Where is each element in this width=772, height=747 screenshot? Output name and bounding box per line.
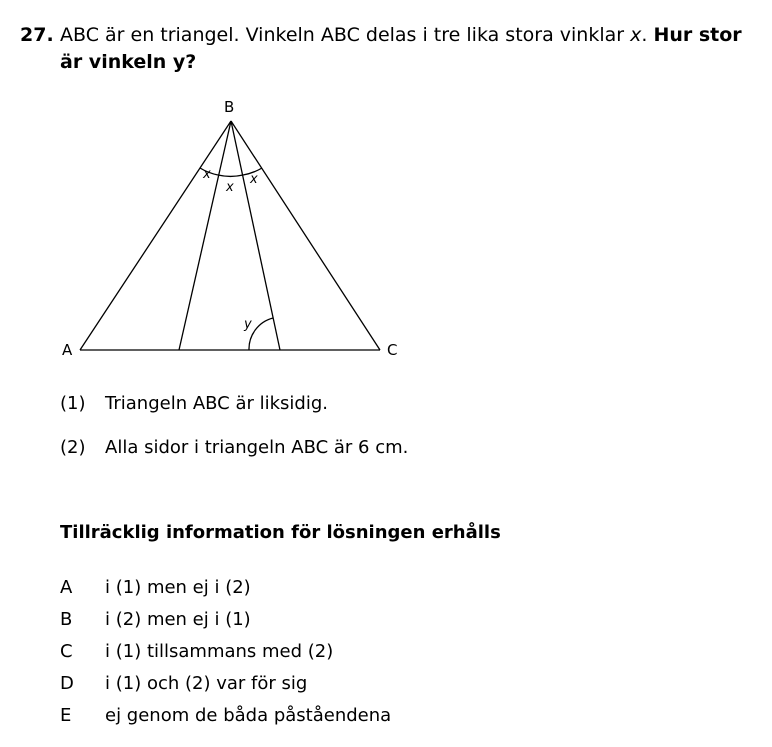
option-text: i (1) och (2) var för sig (105, 673, 308, 694)
question (20, 22, 760, 76)
option-letter: B (60, 609, 73, 630)
question-text-bold: Hur stor är vinkeln y? (60, 24, 742, 73)
angle-arc-middle (218, 175, 243, 176)
option-letter: E (60, 705, 72, 726)
angle-arc-right (243, 168, 262, 175)
statement-number: (2) (60, 437, 86, 458)
statement-text: Triangeln ABC är liksidig. (105, 393, 328, 414)
angle-label-x-middle: x (226, 180, 234, 195)
trisector-right (231, 121, 280, 350)
question-text (60, 22, 760, 76)
angle-label-x-left: x (203, 167, 211, 182)
option-letter: C (60, 641, 73, 662)
angle-arc-left (200, 168, 218, 175)
option-text: i (2) men ej i (1) (105, 609, 251, 630)
question-text-period: . (641, 24, 654, 46)
side-bc (231, 121, 380, 350)
option-letter: A (60, 577, 73, 598)
angle-arc-y (249, 318, 273, 350)
question-number: 27. (20, 24, 54, 46)
side-ab (80, 121, 231, 350)
question-text-plain: ABC är en triangel. Vinkeln ABC delas i tre lika stora vinklar (60, 24, 631, 46)
angle-label-x-right: x (250, 172, 258, 187)
statement-number: (1) (60, 393, 86, 414)
option-letter: D (60, 673, 74, 694)
option-text: i (1) tillsammans med (2) (105, 641, 334, 662)
statement-text: Alla sidor i triangeln ABC är 6 cm. (105, 437, 409, 458)
trisector-left (179, 121, 231, 350)
question-variable-x: x (630, 24, 642, 46)
vertex-label-a: A (62, 341, 73, 359)
vertex-label-b: B (224, 98, 235, 116)
option-text: i (1) men ej i (2) (105, 577, 251, 598)
option-text: ej genom de båda påståendena (105, 705, 392, 726)
vertex-label-c: C (387, 341, 398, 359)
angle-label-y: y (244, 317, 252, 332)
answer-prompt: Tillräcklig information för lösningen erhålls (60, 522, 501, 543)
